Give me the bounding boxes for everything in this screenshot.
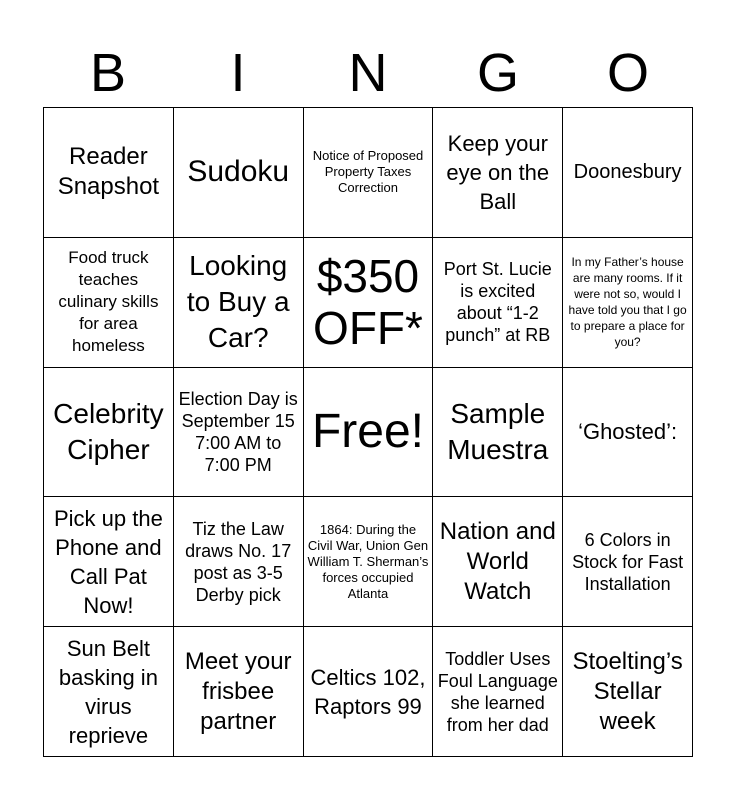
cell-text: Tiz the Law draws No. 17 post as 3-5 Derby pick xyxy=(185,518,292,605)
bingo-cell-3-3-free[interactable] xyxy=(304,368,434,498)
cell-text: $350 OFF* xyxy=(313,250,423,355)
bingo-cell-2-3[interactable] xyxy=(304,238,434,368)
bingo-cell-5-2[interactable] xyxy=(174,627,304,757)
bingo-cell-1-1[interactable] xyxy=(44,108,174,238)
bingo-cell-3-1[interactable] xyxy=(44,368,174,498)
bingo-cell-4-3[interactable] xyxy=(304,497,434,627)
bingo-cell-5-1[interactable] xyxy=(44,627,174,757)
cell-text: Meet your frisbee partner xyxy=(184,647,292,735)
bingo-cell-1-3[interactable] xyxy=(304,108,434,238)
cell-text: Celebrity Cipher xyxy=(53,397,164,465)
cell-text: Nation and World Watch xyxy=(439,517,556,605)
bingo-cell-4-2[interactable] xyxy=(174,497,304,627)
bingo-cell-3-4[interactable] xyxy=(433,368,563,498)
bingo-cell-5-3[interactable] xyxy=(304,627,434,757)
bingo-cell-2-4[interactable] xyxy=(433,238,563,368)
cell-text: ‘Ghosted’: xyxy=(578,419,678,445)
bingo-cell-2-2[interactable] xyxy=(174,238,304,368)
bingo-cell-1-2[interactable] xyxy=(174,108,304,238)
header-letter-o: O xyxy=(606,43,649,103)
cell-text: Election Day is September 15 7:00 AM to 7:00 PM xyxy=(178,388,298,475)
bingo-cell-2-5[interactable] xyxy=(563,238,693,368)
free-space-text: Free! xyxy=(311,404,424,458)
cell-text: Food truck teaches culinary skills for area homeless xyxy=(58,248,159,356)
bingo-cell-3-2[interactable] xyxy=(174,368,304,498)
bingo-cell-5-4[interactable] xyxy=(433,627,563,757)
cell-text: Stoelting’s Stellar week xyxy=(572,647,683,735)
bingo-cell-4-5[interactable] xyxy=(563,497,693,627)
cell-text: Sun Belt basking in virus reprieve xyxy=(58,635,158,748)
cell-text: Keep your eye on the Ball xyxy=(446,130,550,214)
header-letter-b: B xyxy=(89,43,127,103)
bingo-header xyxy=(43,40,693,106)
bingo-cell-4-4[interactable] xyxy=(433,497,563,627)
cell-text: Port St. Lucie is excited about “1-2 punch” at RB xyxy=(443,259,552,346)
header-letter-g: G xyxy=(476,43,519,103)
bingo-cell-1-4[interactable] xyxy=(433,108,563,238)
bingo-cell-5-5[interactable] xyxy=(563,627,693,757)
cell-text: Toddler Uses Foul Language she learned from her dad xyxy=(437,648,558,735)
cell-text: Sudoku xyxy=(187,155,290,189)
cell-text: Pick up the Phone and Call Pat Now! xyxy=(53,505,163,618)
cell-text: 6 Colors in Stock for Fast Installation xyxy=(572,529,684,594)
header-letter-i: I xyxy=(230,43,246,103)
cell-text: Celtics 102, Raptors 99 xyxy=(310,664,426,719)
cell-text: 1864: During the Civil War, Union Gen William T. Sherman’s forces occupied Atlanta xyxy=(307,521,429,601)
bingo-board xyxy=(43,107,693,757)
bingo-cell-2-1[interactable] xyxy=(44,238,174,368)
bingo-cell-4-1[interactable] xyxy=(44,497,174,627)
cell-text: Reader Snapshot xyxy=(57,143,160,201)
cell-text: Looking to Buy a Car? xyxy=(186,250,290,354)
bingo-cell-1-5[interactable] xyxy=(563,108,693,238)
bingo-cell-3-5[interactable] xyxy=(563,368,693,498)
cell-text: Sample Muestra xyxy=(447,397,549,465)
cell-text: Doonesbury xyxy=(573,160,682,183)
cell-text: In my Father’s house are many rooms. If it were not so, would I have told you that I go to prepare a place for you? xyxy=(568,255,687,350)
header-letter-n: N xyxy=(348,43,388,103)
cell-text: Notice of Proposed Property Taxes Correction xyxy=(312,148,424,196)
